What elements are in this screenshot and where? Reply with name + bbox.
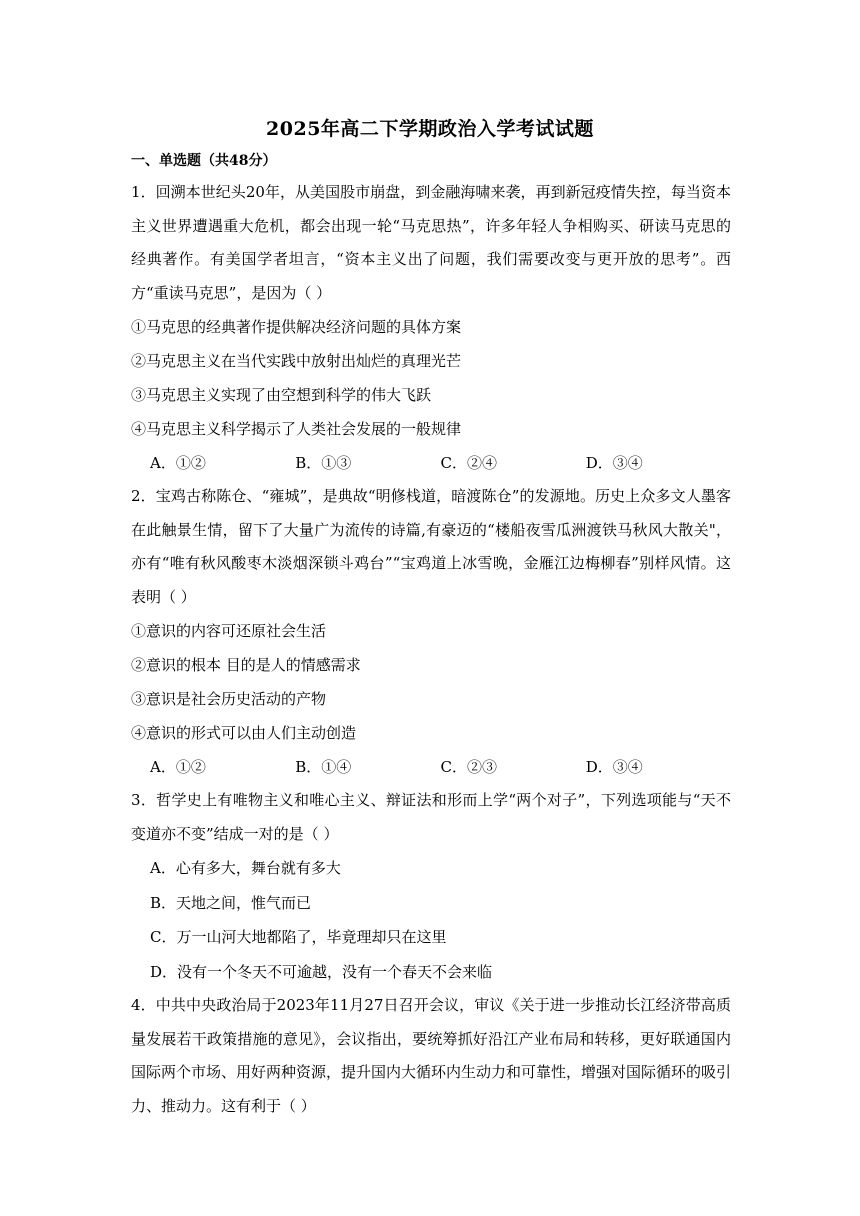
question-stem: 1．回溯本世纪头20年，从美国股市崩盘，到金融海啸来袭，再到新冠疫情失控，每当资本主义世界遭遇重大危机，都会出现一轮“马克思热”，许多年轻人争相购买、研读马克思的经典著作。有美国学者坦言，“资本主义出了问题，我们需要改变与更开放的思考”。西方“重读马克思”，是因为（ ） bbox=[131, 183, 731, 302]
statement: ②意识的根本 目的是人的情感需求 bbox=[131, 656, 361, 674]
statement: ④马克思主义科学揭示了人类社会发展的一般规律 bbox=[131, 420, 462, 438]
option-c: C．万一山河大地都陷了，毕竟理却只在这里 bbox=[150, 928, 447, 946]
statement: ①意识的内容可还原社会生活 bbox=[131, 622, 327, 640]
question-list bbox=[131, 176, 731, 1123]
option-a: A．心有多大，舞台就有多大 bbox=[150, 859, 341, 877]
statement: ③意识是社会历史活动的产物 bbox=[131, 690, 327, 708]
option-c: C．②③ bbox=[440, 758, 497, 776]
question-stem: 3．哲学史上有唯物主义和唯心主义、辩证法和形而上学“两个对子”，下列选项能与“天不变道亦不变”结成一对的是（ ） bbox=[131, 791, 731, 843]
question-2 bbox=[131, 480, 731, 784]
option-a: A．①② bbox=[150, 758, 206, 776]
option-d: D．③④ bbox=[585, 758, 643, 776]
statement: ③马克思主义实现了由空想到科学的伟大飞跃 bbox=[131, 386, 432, 404]
statement: ①马克思的经典著作提供解决经济问题的具体方案 bbox=[131, 318, 462, 336]
option-b: B．①④ bbox=[295, 758, 352, 776]
option-c: C．②④ bbox=[440, 454, 497, 472]
options-row bbox=[131, 750, 731, 784]
question-3 bbox=[131, 784, 731, 989]
option-d: D．③④ bbox=[585, 454, 643, 472]
option-b: B．天地之间，惟气而已 bbox=[150, 893, 312, 912]
question-stem: 2．宝鸡古称陈仓、“雍城”，是典故“明修栈道，暗渡陈仓”的发源地。历史上众多文人墨客在此触景生情，留下了大量广为流传的诗篇,有豪迈的“楼船夜雪瓜洲渡铁马秋风大散关"，亦有“唯有秋风酸枣木淡烟深锁斗鸡台”“宝鸡道上冰雪晚，金雁江边梅柳春”别样风情。这表明（ ） bbox=[131, 487, 731, 606]
section-heading: 一、单选题（共48分） bbox=[131, 153, 277, 169]
options-row bbox=[131, 446, 731, 480]
option-b: B．①③ bbox=[295, 454, 352, 472]
question-1 bbox=[131, 176, 731, 480]
option-d: D．没有一个冬天不可逾越，没有一个春天不会来临 bbox=[150, 962, 493, 981]
statement: ④意识的形式可以由人们主动创造 bbox=[131, 724, 357, 742]
option-a: A．①② bbox=[150, 454, 206, 472]
page-title: 2025年高二下学期政治入学考试试题 bbox=[266, 118, 594, 140]
question-stem: 4．中共中央政治局于2023年11月27日召开会议，审议《关于进一步推动长江经济带高质量发展若干政策措施的意见》，会议指出，要统筹抓好沿江产业布局和转移，更好联通国内国际两个市场、用好两种资源，提升国内大循环内生动力和可靠性，增强对国际循环的吸引力、推动力。这有利于（ ） bbox=[131, 996, 732, 1115]
statement: ②马克思主义在当代实践中放射出灿烂的真理光芒 bbox=[131, 352, 462, 370]
question-4 bbox=[131, 989, 731, 1123]
